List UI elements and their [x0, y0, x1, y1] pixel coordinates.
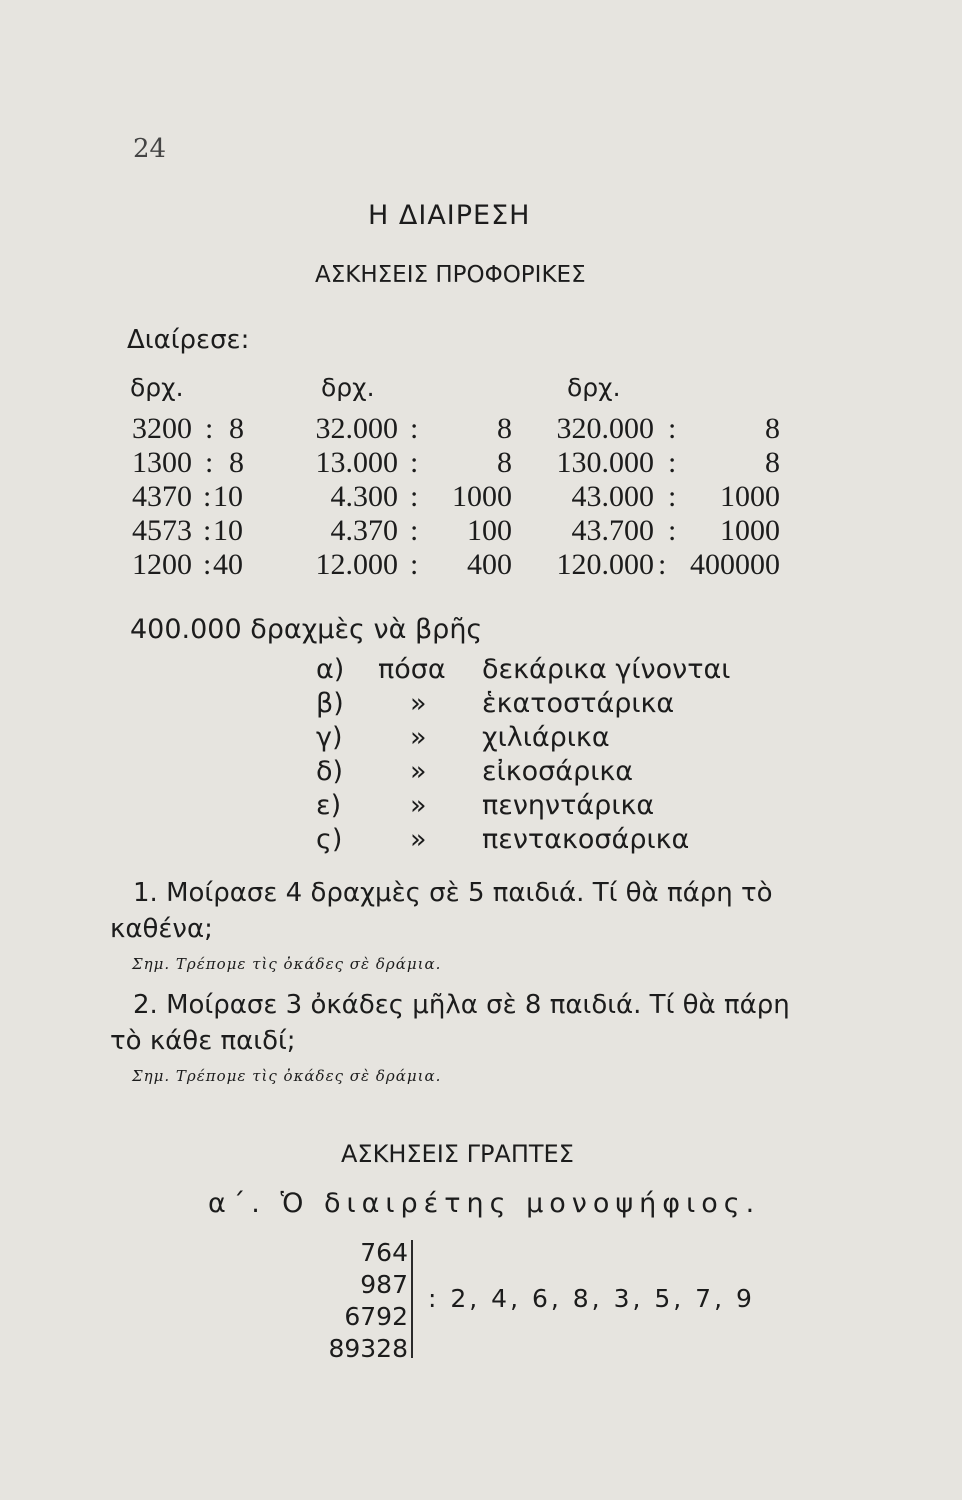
item-word: πόσα [378, 654, 446, 685]
problem-1-line-1: 1. Μοίρασε 4 δραχμὲς σὲ 5 παιδιά. Τί θὰ πάρη τὸ [133, 878, 773, 908]
divisor: 400000 [690, 548, 780, 581]
colon: : [658, 548, 667, 581]
colon: : [205, 412, 214, 445]
colon: : [668, 514, 677, 547]
item-letter: ε) [316, 790, 342, 821]
item-text: πεντακοσάρικα [482, 824, 690, 855]
money-exercise-lead: 400.000 δραχμὲς νὰ βρῆς [130, 614, 483, 645]
item-word: » [410, 688, 427, 719]
colon: : [205, 446, 214, 479]
divisor: 10 [213, 514, 243, 547]
dividend: 13.000 [315, 446, 398, 479]
item-text: δεκάρικα γίνονται [482, 654, 731, 685]
item-letter: β) [316, 688, 344, 719]
dividend: 320.000 [556, 412, 654, 445]
problem-1-line-2: καθένα; [110, 914, 213, 944]
item-word: » [410, 756, 427, 787]
dividend: 4573 [132, 514, 192, 547]
colon: : [203, 548, 212, 581]
chapter-title: Η ΔΙΑΙΡΕΣΗ [368, 200, 531, 231]
divisor: 8 [497, 446, 512, 479]
oral-exercises-heading: ΑΣΚΗΣΕΙΣ ΠΡΟΦΟΡΙΚΕΣ [315, 262, 586, 288]
divisor: 8 [229, 446, 244, 479]
divisor: 8 [765, 446, 780, 479]
item-letter: ς) [316, 824, 343, 855]
unit-label-col2: δρχ. [321, 373, 375, 402]
divisor: 1000 [720, 514, 780, 547]
dividend: 120.000 [556, 548, 654, 581]
item-letter: γ) [316, 722, 343, 753]
divisor: 10 [213, 480, 243, 513]
dividend: 89328 [328, 1334, 408, 1363]
colon: : [410, 446, 419, 479]
dividend: 764 [360, 1238, 408, 1267]
divisors-list: : 2, 4, 6, 8, 3, 5, 7, 9 [428, 1284, 755, 1313]
colon: : [668, 446, 677, 479]
divisor: 100 [467, 514, 512, 547]
item-text: χιλιάρικα [482, 722, 610, 753]
item-word: » [410, 722, 427, 753]
colon: : [410, 480, 419, 513]
dividend: 12.000 [315, 548, 398, 581]
dividend: 3200 [132, 412, 192, 445]
dividend: 4.370 [330, 514, 398, 547]
dividend: 987 [360, 1270, 408, 1299]
divisor: 1000 [720, 480, 780, 513]
item-letter: δ) [316, 756, 344, 787]
problem-1-note: Σημ. Τρέπομε τὶς ὀκάδες σὲ δράμια. [132, 955, 442, 973]
item-word: » [410, 824, 427, 855]
dividend: 130.000 [556, 446, 654, 479]
intro-label: Διαίρεσε: [127, 325, 250, 355]
item-text: πενηντάρικα [482, 790, 655, 821]
dividend: 4370 [132, 480, 192, 513]
dividend: 4.300 [330, 480, 398, 513]
dividend: 43.700 [571, 514, 654, 547]
colon: : [203, 514, 212, 547]
divisor: 8 [497, 412, 512, 445]
colon: : [668, 412, 677, 445]
dividend: 32.000 [315, 412, 398, 445]
section-a-title: α΄. Ὁ διαιρέτης μονοψήφιος. [208, 1188, 761, 1219]
divisor: 40 [213, 548, 243, 581]
dividend: 1300 [132, 446, 192, 479]
problem-2-line-1: 2. Μοίρασε 3 ὀκάδες μῆλα σὲ 8 παιδιά. Τί θὰ πάρη [133, 990, 790, 1020]
written-exercises-heading: ΑΣΚΗΣΕΙΣ ΓΡΑΠΤΕΣ [341, 1140, 574, 1168]
page-number: 24 [133, 134, 167, 164]
divisor: 1000 [452, 480, 512, 513]
divisor: 8 [229, 412, 244, 445]
colon: : [410, 514, 419, 547]
item-text: εἰκοσάρικα [482, 756, 634, 787]
item-word: » [410, 790, 427, 821]
colon: : [668, 480, 677, 513]
dividend: 43.000 [571, 480, 654, 513]
bracket-line [411, 1240, 413, 1358]
colon: : [203, 480, 212, 513]
divisor: 400 [467, 548, 512, 581]
colon: : [410, 548, 419, 581]
colon: : [410, 412, 419, 445]
unit-label-col3: δρχ. [567, 373, 621, 402]
unit-label-col1: δρχ. [130, 373, 184, 402]
problem-2-note: Σημ. Τρέπομε τὶς ὀκάδες σὲ δράμια. [132, 1067, 442, 1085]
item-text: ἑκατοστάρικα [482, 688, 675, 719]
dividend: 1200 [132, 548, 192, 581]
problem-2-line-2: τὸ κάθε παιδί; [110, 1026, 296, 1056]
dividend: 6792 [344, 1302, 408, 1331]
divisor: 8 [765, 412, 780, 445]
item-letter: α) [316, 654, 345, 685]
